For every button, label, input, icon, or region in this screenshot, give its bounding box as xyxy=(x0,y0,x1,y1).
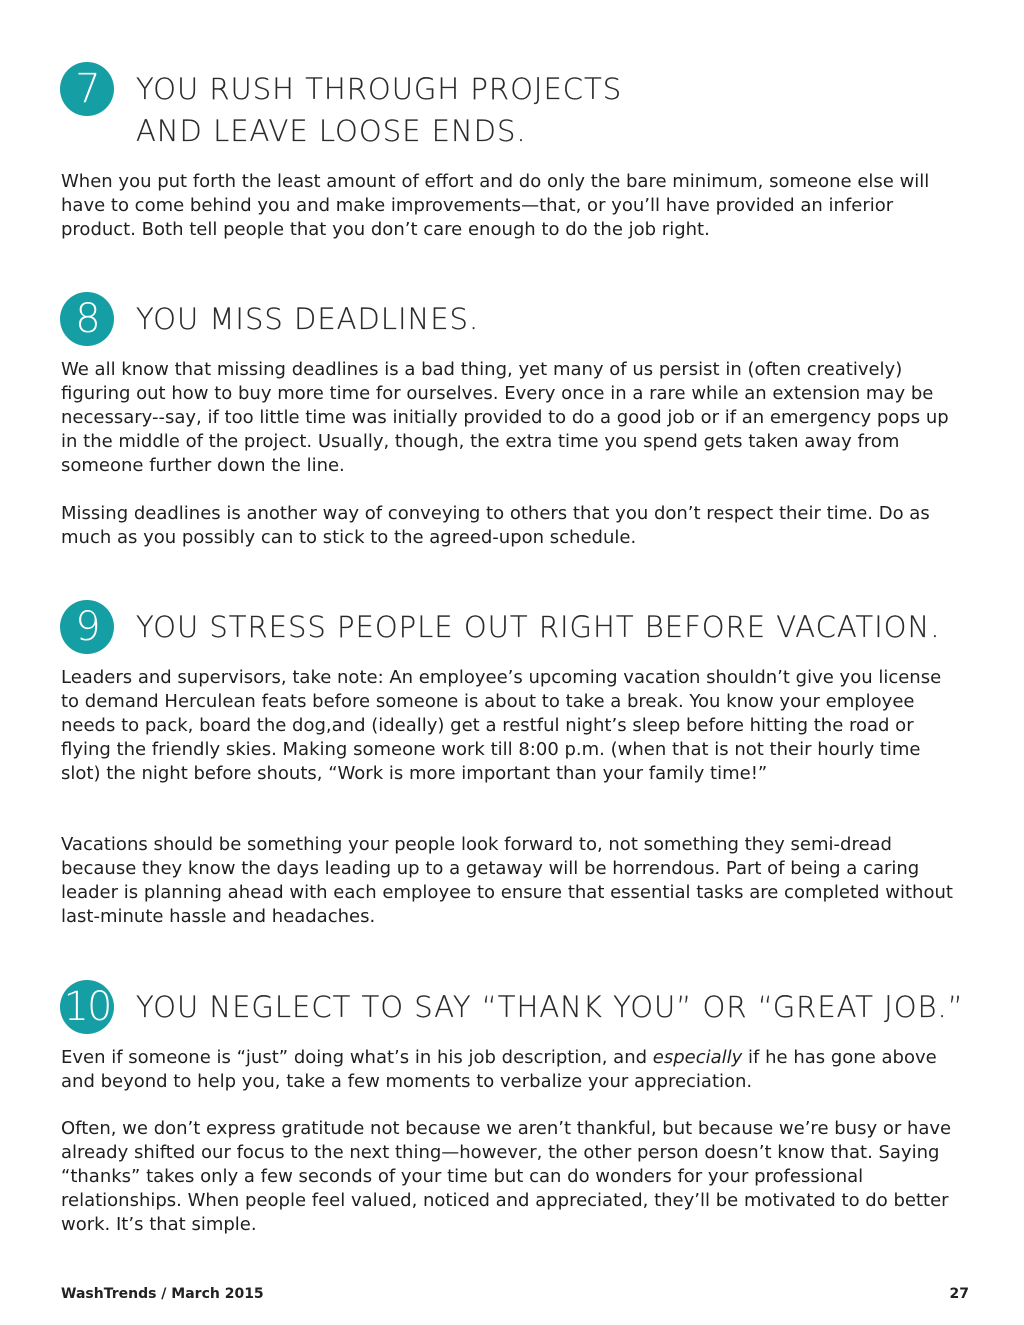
heading-line: YOU RUSH THROUGH PROJECTS xyxy=(136,72,623,106)
section-heading xyxy=(136,986,964,1028)
body-paragraph: Leaders and supervisors, take note: An employee’s upcoming vacation shouldn’t give you license to demand Herculean feats before someone is about to take a break. You know your employee needs to pack, board the dog,and (ideally) get a restful night’s sleep before hitting the road or flying the friendly skies. Making someone work till 8:00 p.m. (when that is not their hourly time slot) the night before shouts, “Work is more important than your family time!” xyxy=(61,667,942,784)
body-paragraph: When you put forth the least amount of effort and do only the bare minimum, someone else will have to come behind you and make improvements—that, or you’ll have provided an inferior product. Both tell people that you don’t care enough to do the job right. xyxy=(61,171,930,240)
section-number-badge: 7 xyxy=(60,62,114,116)
section-number-badge: 9 xyxy=(60,600,114,654)
heading-line: AND LEAVE LOOSE ENDS. xyxy=(136,114,527,148)
body-paragraph: Missing deadlines is another way of conveying to others that you don’t respect their time. Do as much as you possibly can to stick to the agreed-upon schedule. xyxy=(61,503,930,548)
section-number-badge: 8 xyxy=(60,292,114,346)
body-paragraph: Often, we don’t express gratitude not because we aren’t thankful, but because we’re busy or have already shifted our focus to the next thing—however, the other person doesn’t know that. Saying “thanks” takes only a few seconds of your time but can do wonders for your professional relationships. When people feel valued, noticed and appreciated, they’ll be motivated to do better work. It’s that simple. xyxy=(61,1118,952,1235)
heading-line: YOU MISS DEADLINES. xyxy=(136,302,480,336)
body-paragraph: Vacations should be something your people look forward to, not something they semi-dread because they know the days leading up to a getaway will be horrendous. Part of being a caring leader is planning ahead with each employee to ensure that essential tasks are completed without last-minute hassle and headaches. xyxy=(61,834,953,927)
section-heading xyxy=(136,606,940,648)
section-number-badge: 10 xyxy=(60,980,114,1034)
body-paragraph: We all know that missing deadlines is a bad thing, yet many of us persist in (often creatively) figuring out how to buy more time for ourselves. Every once in a rare while an extension may be necessary--say, if too little time was initially provided to do a good job or if an emergency pops up in the middle of the project. Usually, though, the extra time you spend gets taken away from someone further down the line. xyxy=(61,359,949,476)
section-heading xyxy=(136,68,622,152)
heading-line: YOU STRESS PEOPLE OUT RIGHT BEFORE VACATION. xyxy=(136,610,941,644)
section-heading xyxy=(136,298,479,340)
emphasized-word: especially xyxy=(652,1047,743,1068)
page-number: 27 xyxy=(949,1286,969,1302)
footer-publication: WashTrends / March 2015 xyxy=(61,1286,264,1302)
paragraph-text: if he has gone above and beyond to help you, take a few moments to verbalize your appreciation. xyxy=(61,1047,937,1092)
body-paragraph xyxy=(61,1046,961,1094)
heading-line: YOU NEGLECT TO SAY “THANK YOU” OR “GREAT JOB.” xyxy=(136,990,964,1024)
paragraph-text: Even if someone is “just” doing what’s in his job description, and xyxy=(61,1047,653,1068)
